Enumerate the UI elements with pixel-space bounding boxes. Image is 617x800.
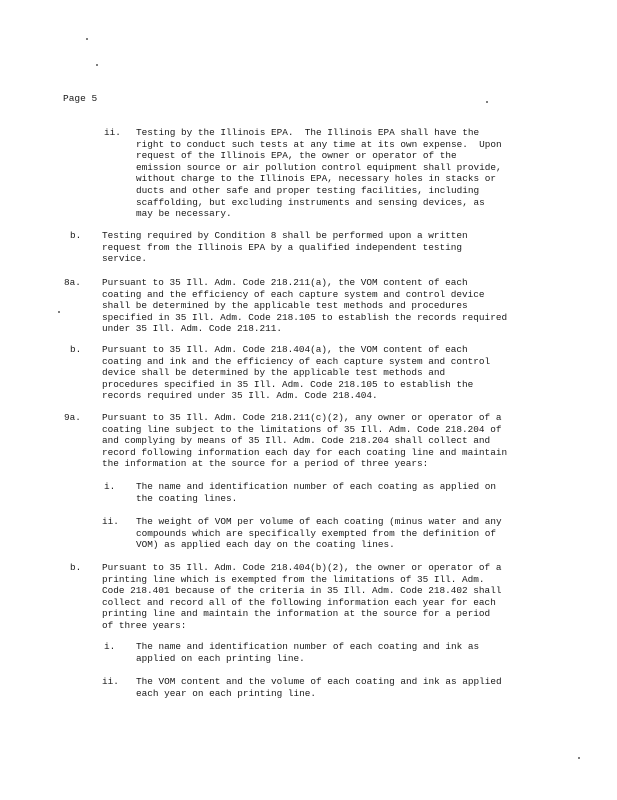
page-number: Page 5 [63, 93, 98, 104]
scan-speck [86, 38, 88, 40]
paragraph: Testing by the Illinois EPA. The Illinois EPA shall have the right to conduct such tests at any time at its own expense. Upon request of the Illinois EPA, the owner or operator of the emission source or air pollution control equipment shall provide, without charge to the Illinois EPA, necessary holes in stacks or ducts and other safe and proper testing facilities, including scaffolding, but excluding instruments and sensing devices, as may be necessary. [136, 127, 502, 220]
scan-speck [96, 64, 98, 66]
item-label: i. [104, 641, 116, 652]
scan-speck [486, 101, 488, 103]
item-label: i. [104, 481, 116, 492]
paragraph: Pursuant to 35 Ill. Adm. Code 218.404(b)(2), the owner or operator of a printing line which is exempted from the limitations of 35 Ill. Adm. Code 218.401 because of the criteria in 35 Ill. Adm. Code 218.402 shall collect and record all of the following information each year for each printing line and maintain the information at the source for a period of three years: [102, 562, 502, 631]
scan-speck [58, 311, 60, 313]
paragraph: Pursuant to 35 Ill. Adm. Code 218.404(a), the VOM content of each coating and ink and the efficiency of each capture system and control device shall be determined by the applicable test methods and procedures specified in 35 Ill. Adm. Code 218.105 to establish the records required under 35 Ill. Adm. Code 218.404. [102, 344, 491, 402]
item-label: 9a. [64, 412, 81, 423]
paragraph: Pursuant to 35 Ill. Adm. Code 218.211(c)(2), any owner or operator of a coating line subject to the limitations of 35 Ill. Adm. Code 218.204 of and complying by means of 35 Ill. Adm. Code 218.204 shall collect and record following information each day for each coating line and maintain the information at the source for a period of three years: [102, 412, 508, 470]
paragraph: The VOM content and the volume of each coating and ink as applied each year on each printing line. [136, 676, 502, 699]
paragraph: The name and identification number of each coating and ink as applied on each printing line. [136, 641, 480, 664]
item-label: b. [70, 344, 82, 355]
paragraph: Pursuant to 35 Ill. Adm. Code 218.211(a), the VOM content of each coating and the efficiency of each capture system and control device shall be determined by the applicable test methods and procedures specified in 35 Ill. Adm. Code 218.105 to establish the records required under 35 Ill. Adm. Code 218.211. [102, 277, 508, 335]
item-label: b. [70, 230, 82, 241]
paragraph: The name and identification number of each coating as applied on the coating lines. [136, 481, 497, 504]
item-label: ii. [102, 516, 119, 527]
item-label: ii. [102, 676, 119, 687]
item-label: 8a. [64, 277, 81, 288]
scan-speck [578, 757, 580, 759]
item-label: ii. [104, 127, 121, 138]
paragraph: The weight of VOM per volume of each coating (minus water and any compounds which are specifically exempted from the definition of VOM) as applied each day on the coating lines. [136, 516, 502, 551]
item-label: b. [70, 562, 82, 573]
paragraph: Testing required by Condition 8 shall be performed upon a written request from the Illinois EPA by a qualified independent testing service. [102, 230, 468, 265]
